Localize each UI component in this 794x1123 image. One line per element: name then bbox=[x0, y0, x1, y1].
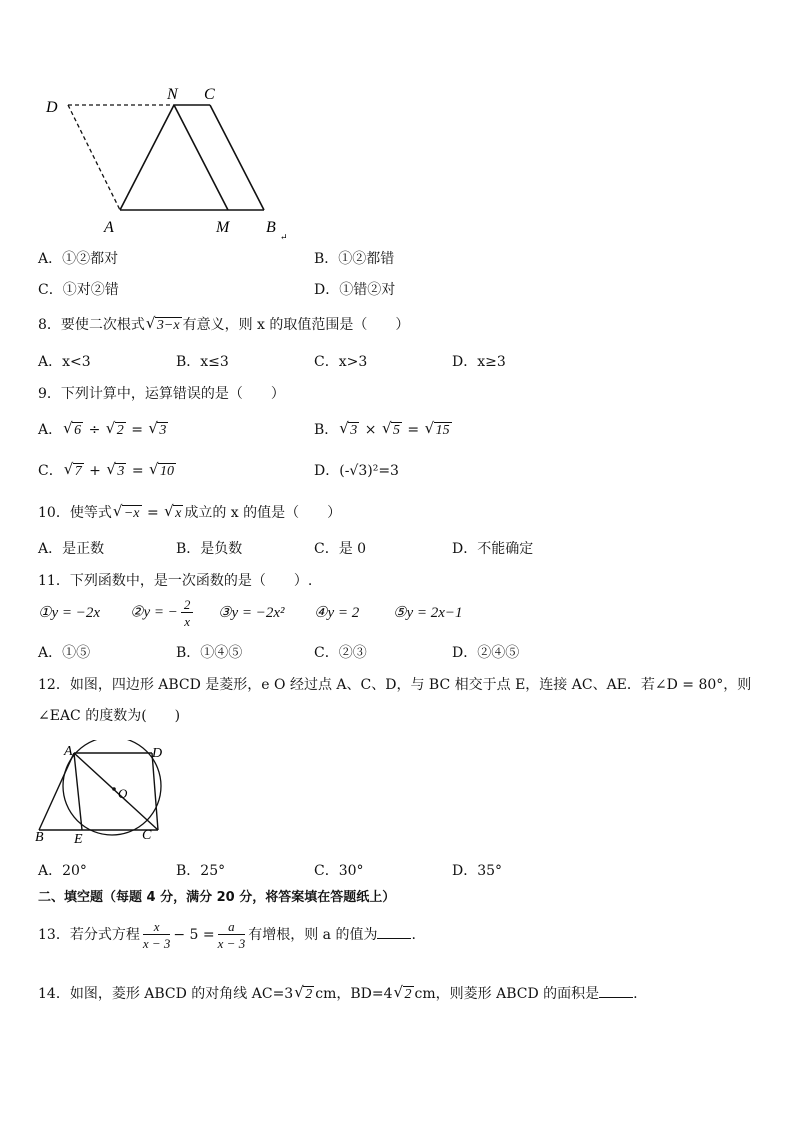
q11-f5: ⑤y = 2x−1 bbox=[393, 605, 463, 621]
q9-c-r2: 3 bbox=[117, 464, 125, 479]
q9-option-d[interactable] bbox=[314, 464, 399, 478]
label-m: M bbox=[216, 219, 230, 236]
q11-option-c[interactable]: C．②③ bbox=[314, 645, 367, 661]
center-dot bbox=[112, 787, 116, 791]
q9-c-sqrt1 bbox=[64, 464, 84, 479]
q14-end: . bbox=[633, 986, 638, 1002]
q12-option-a[interactable]: A．20° bbox=[38, 863, 87, 879]
segment-dc bbox=[152, 753, 158, 830]
q14-r2: 2 bbox=[404, 987, 412, 1002]
q11-option-b[interactable]: B．①④⑤ bbox=[176, 645, 243, 661]
q9-a-op: ÷ bbox=[88, 422, 101, 438]
q14-suffix: cm，则菱形 ABCD 的面积是 bbox=[414, 986, 600, 1002]
q9-b-sqrt1 bbox=[339, 423, 359, 438]
q9-a-r1: 6 bbox=[74, 423, 82, 438]
q9-c-sqrt3 bbox=[149, 464, 176, 479]
q8-option-d[interactable]: D．x≥3 bbox=[452, 354, 506, 370]
q14-r1: 2 bbox=[305, 987, 313, 1002]
q10-option-c[interactable]: C．是 0 bbox=[314, 541, 367, 557]
q10-eq: = bbox=[146, 505, 159, 521]
label-o: O bbox=[118, 786, 128, 801]
q13-f1-num: x bbox=[143, 920, 171, 935]
q9-b-sqrt2 bbox=[382, 423, 402, 438]
q13-f2-den: x − 3 bbox=[217, 936, 246, 951]
q9-a-r2: 2 bbox=[116, 423, 124, 438]
q8-sqrt bbox=[146, 318, 182, 333]
q14-answer-blank[interactable] bbox=[599, 985, 633, 998]
question-14 bbox=[38, 985, 638, 1002]
question-13 bbox=[38, 920, 416, 950]
q13-frac2 bbox=[218, 920, 246, 950]
q9-c-r3: 10 bbox=[160, 464, 174, 479]
q13-frac1 bbox=[143, 920, 171, 950]
q11-f2-pre: ②y = − bbox=[130, 604, 178, 621]
q8-option-c[interactable]: C．x>3 bbox=[314, 354, 368, 370]
q14-mid: cm，BD=4 bbox=[315, 986, 393, 1002]
q10-option-d[interactable]: D．不能确定 bbox=[452, 541, 534, 557]
q10-suffix: 成立的 x 的值是（ ） bbox=[184, 505, 342, 521]
label-a: A bbox=[64, 744, 73, 759]
q11-option-d[interactable]: D．②④⑤ bbox=[452, 645, 520, 661]
q13-end: . bbox=[411, 927, 416, 943]
q11-f1: ①y = −2x bbox=[38, 605, 101, 621]
question-8 bbox=[38, 318, 409, 333]
q9-b-r1: 3 bbox=[350, 423, 358, 438]
q9-d-label: D． bbox=[314, 463, 340, 479]
label-d: D bbox=[46, 99, 58, 116]
q12-option-d[interactable]: D．35° bbox=[452, 863, 503, 879]
q7-option-c[interactable]: C．①对②错 bbox=[38, 282, 119, 298]
q9-c-op: + bbox=[89, 463, 101, 479]
q14-prefix: 14．如图，菱形 ABCD 的对角线 AC=3 bbox=[38, 986, 294, 1002]
label-a: A bbox=[104, 219, 114, 236]
q10-sqrt2 bbox=[164, 506, 183, 521]
label-c: C bbox=[204, 86, 215, 103]
q10-r1: −x bbox=[123, 506, 140, 521]
q9-c-label: C． bbox=[38, 463, 63, 479]
q9-b-sqrt3 bbox=[425, 423, 452, 438]
q9-c-sqrt2 bbox=[106, 464, 126, 479]
q9-a-eq: = bbox=[131, 422, 143, 438]
q13-answer-blank[interactable] bbox=[377, 926, 411, 939]
question-10 bbox=[38, 506, 341, 521]
q14-sqrt1 bbox=[294, 987, 314, 1002]
q9-option-c[interactable] bbox=[38, 464, 177, 479]
q11-option-a[interactable]: A．①⑤ bbox=[38, 645, 91, 661]
q9-b-op: × bbox=[364, 422, 377, 438]
question-9: 9．下列计算中，运算错误的是（ ） bbox=[38, 386, 285, 402]
q13-prefix: 13．若分式方程 bbox=[38, 927, 140, 943]
q13-f1-den: x − 3 bbox=[142, 936, 171, 951]
q10-prefix: 10．使等式 bbox=[38, 505, 112, 521]
question-12-line1: 12．如图，四边形 ABCD 是菱形，e O 经过点 A、C、D，与 BC 相交于点 E，连接 AC、AE．若∠D = 80°，则 bbox=[38, 677, 752, 693]
q9-a-sqrt3 bbox=[148, 423, 168, 438]
q11-f2 bbox=[130, 598, 196, 628]
q13-suffix: 有增根，则 a 的值为 bbox=[248, 927, 378, 943]
q8-radicand: 3−x bbox=[156, 318, 180, 333]
q11-f3: ③y = −2x² bbox=[218, 605, 285, 621]
q12-option-c[interactable]: C．30° bbox=[314, 863, 364, 879]
q11-f4: ④y = 2 bbox=[314, 605, 360, 621]
q9-a-r3: 3 bbox=[159, 423, 167, 438]
q8-option-b[interactable]: B．x≤3 bbox=[176, 354, 229, 370]
q11-f2-num: 2 bbox=[181, 598, 194, 613]
q9-a-sqrt1 bbox=[63, 423, 83, 438]
label-b: B bbox=[35, 830, 44, 845]
label-c: C bbox=[142, 828, 152, 843]
q13-mid: − 5 = bbox=[173, 927, 215, 943]
q10-sqrt1 bbox=[113, 506, 142, 521]
q9-b-eq: = bbox=[407, 422, 420, 438]
return-mark: ↵ bbox=[280, 232, 288, 242]
label-b: B bbox=[266, 219, 276, 236]
q9-c-eq: = bbox=[131, 463, 144, 479]
q7-option-b[interactable]: B．①②都错 bbox=[314, 251, 395, 267]
segment-ac bbox=[74, 753, 158, 830]
q8-option-a[interactable]: A．x<3 bbox=[38, 354, 91, 370]
figure-rhombus-circle bbox=[34, 740, 184, 848]
q11-f2-frac bbox=[181, 598, 194, 628]
section-2-title: 二、填空题（每题 4 分，满分 20 分，将答案填在答题纸上） bbox=[38, 890, 396, 905]
q12-option-b[interactable]: B．25° bbox=[176, 863, 226, 879]
q9-option-b[interactable] bbox=[314, 423, 453, 438]
q8-suffix: 有意义，则 x 的取值范围是（ ） bbox=[182, 317, 410, 333]
q7-option-d[interactable]: D．①错②对 bbox=[314, 282, 396, 298]
q7-option-a[interactable]: A．①②都对 bbox=[38, 251, 119, 267]
q9-b-label: B． bbox=[314, 422, 339, 438]
q9-a-sqrt2 bbox=[106, 423, 126, 438]
q9-b-r2: 5 bbox=[392, 423, 400, 438]
q10-r2: x bbox=[175, 506, 182, 521]
label-d: D bbox=[152, 746, 163, 761]
q13-f2-num: a bbox=[218, 920, 246, 935]
q8-prefix: 8．要使二次根式 bbox=[38, 317, 145, 333]
question-11: 11．下列函数中，是一次函数的是（ ）. bbox=[38, 573, 313, 589]
q11-f2-den: x bbox=[184, 614, 190, 629]
segment-ab bbox=[39, 753, 74, 830]
q9-b-r3: 15 bbox=[435, 423, 450, 438]
q9-d-text: (-√3)²=3 bbox=[339, 463, 399, 479]
q9-option-a[interactable] bbox=[38, 423, 169, 438]
q10-option-a[interactable]: A．是正数 bbox=[38, 541, 105, 557]
q10-option-b[interactable]: B．是负数 bbox=[176, 541, 243, 557]
q9-a-label: A． bbox=[38, 422, 63, 438]
label-n: N bbox=[167, 86, 178, 103]
question-12-line2: ∠EAC 的度数为( ) bbox=[38, 708, 181, 724]
figure-parallelogram bbox=[38, 80, 298, 245]
q14-sqrt2 bbox=[394, 987, 414, 1002]
q9-c-r1: 7 bbox=[74, 464, 82, 479]
label-e: E bbox=[74, 832, 83, 847]
